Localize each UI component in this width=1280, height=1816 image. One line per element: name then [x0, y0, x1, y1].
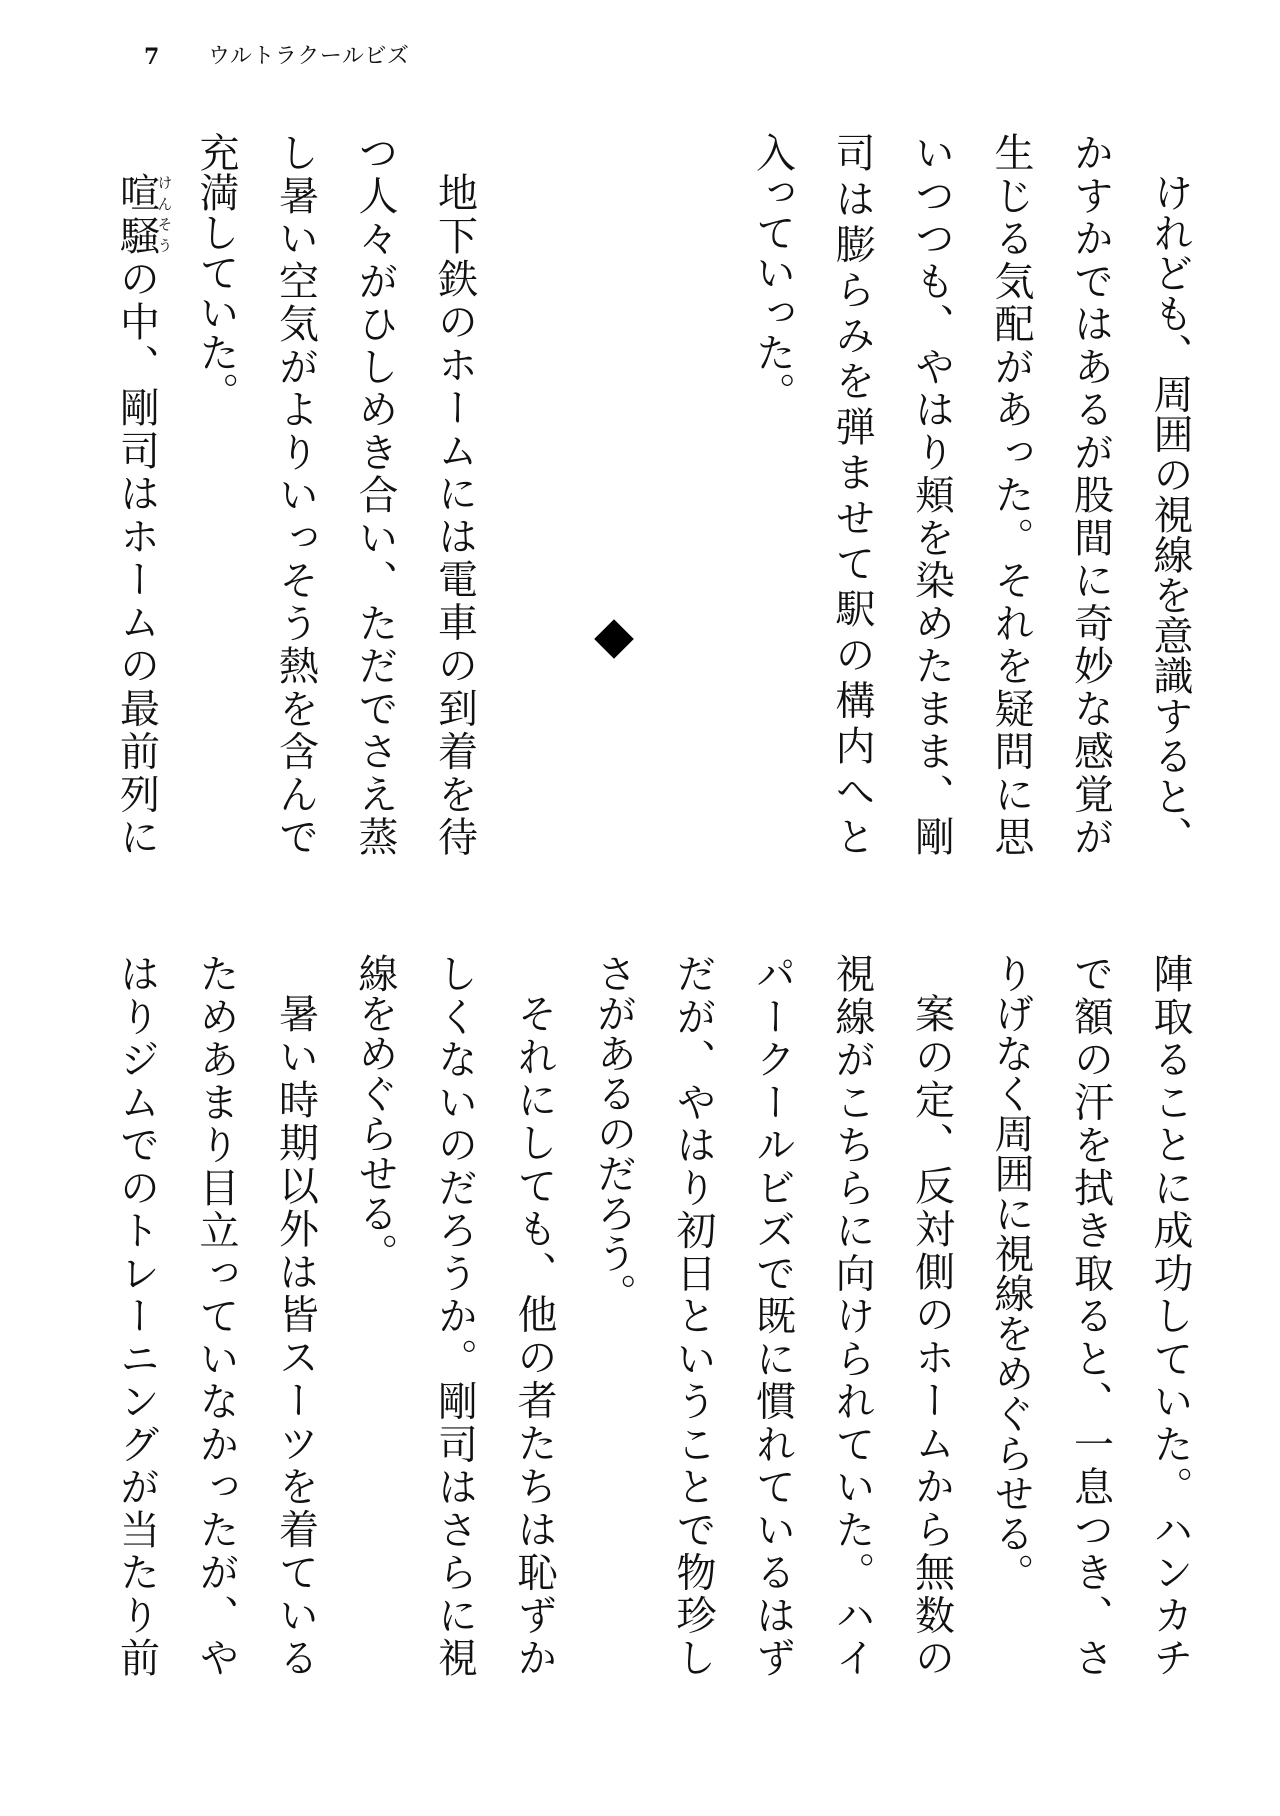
text-line — [255, 132, 335, 856]
page-number: 7 — [144, 44, 160, 70]
line-text: で額の汗を拭き取ると、一息つき、さ — [1067, 953, 1114, 1677]
line-text: りげなく周囲に視線をめぐらせる。 — [988, 953, 1034, 1593]
line-text: それにしても、他の者たちは恥ずか — [511, 993, 557, 1678]
line-text: 視線がこちらに向けられていた。ハイ — [829, 953, 875, 1677]
text-line — [1050, 132, 1130, 856]
text-line — [494, 953, 574, 1677]
text-line — [971, 132, 1051, 856]
text-block-top — [96, 132, 1209, 856]
text-line — [891, 132, 971, 856]
text-line — [1130, 953, 1210, 1677]
diamond-separator-icon — [594, 619, 634, 659]
text-line — [812, 132, 892, 856]
text-line — [573, 953, 653, 1677]
text-line — [1130, 132, 1210, 856]
line-text: 線をめぐらせる。 — [352, 953, 398, 1273]
line-text: さがあるのだろう。 — [590, 953, 637, 1313]
line-text: だが、やはり初日ということで物珍し — [670, 953, 716, 1677]
text-line — [414, 132, 494, 856]
line-text: かすかではあるが股間に奇妙な感覚が — [1067, 132, 1114, 856]
line-text: の中、剛司はホームの最前列に — [113, 257, 160, 857]
line-text: いつつも、やはり頬を染めたまま、剛 — [908, 132, 955, 856]
text-line — [96, 132, 176, 856]
text-line — [653, 953, 733, 1677]
text-line — [1050, 953, 1130, 1677]
line-text: けれども、周囲の視線を意識すると、 — [1147, 172, 1193, 856]
line-text: 充満していた。 — [193, 132, 239, 412]
text-line — [732, 132, 812, 856]
text-line — [812, 953, 892, 1677]
line-text: はりジムでのトレーニングが当たり前 — [113, 953, 160, 1677]
ruby-base: 喧騒 — [113, 172, 160, 258]
line-text: 司は膨らみを弾ませて駅の構内へと — [829, 132, 875, 856]
ruby-reading: けんそう — [155, 172, 174, 255]
text-line — [732, 953, 812, 1677]
text-line — [176, 953, 256, 1677]
section-separator — [573, 132, 653, 856]
blank-line — [653, 132, 733, 856]
line-text: 地下鉄のホームには電車の到着を待 — [431, 172, 478, 856]
running-title: ウルトラクールビズ — [208, 44, 410, 69]
line-text: ためあまり目立っていなかったが、や — [193, 953, 239, 1677]
line-text: 入っていった。 — [749, 132, 796, 412]
line-text: つ人々がひしめき合い、ただでさえ蒸 — [352, 132, 398, 856]
text-line — [176, 132, 256, 856]
text-line — [335, 953, 415, 1677]
line-text: 生じる気配があった。それを疑問に思 — [988, 132, 1034, 856]
text-block-bottom — [96, 953, 1209, 1677]
line-text: 陣取ることに成功していた。ハンカチ — [1147, 953, 1193, 1677]
line-text: 案の定、反対側のホームから無数の — [908, 993, 955, 1677]
text-line — [335, 132, 415, 856]
line-text: 暑い時期以外は皆スーツを着ている — [272, 993, 319, 1677]
text-line — [971, 953, 1051, 1677]
blank-line — [494, 132, 574, 856]
text-line — [96, 953, 176, 1677]
line-text: し暑い空気がよりいっそう熱を含んで — [272, 132, 319, 856]
ruby-word — [113, 172, 174, 258]
line-text: しくないのだろうか。剛司はさらに視 — [431, 953, 478, 1677]
line-text: パークールビズで既に慣れているはず — [749, 953, 796, 1677]
text-line — [891, 953, 971, 1677]
text-line — [414, 953, 494, 1677]
text-line — [255, 953, 335, 1677]
